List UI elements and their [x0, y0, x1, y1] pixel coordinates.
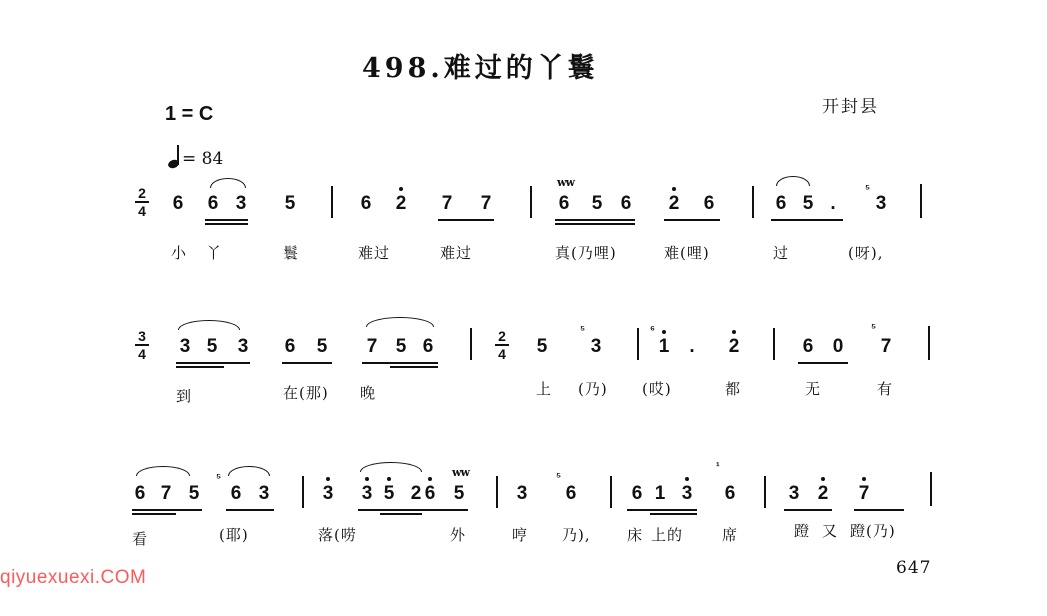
lyric: 无: [805, 380, 822, 398]
underline: [627, 509, 697, 511]
lyric: 都: [725, 380, 742, 398]
note: 6: [802, 336, 814, 357]
lyric: 小: [171, 244, 188, 262]
note: 2: [410, 483, 422, 504]
lyric: 哼: [512, 526, 529, 544]
high-dot: [387, 477, 391, 481]
time-signature: 3 4: [135, 329, 149, 361]
barline: [331, 186, 333, 218]
underline: [422, 509, 468, 511]
dot-extension: .: [830, 193, 836, 214]
note: 2: [395, 193, 407, 214]
note: 7: [480, 193, 492, 214]
lyric: 难过: [440, 244, 473, 262]
note: 3: [361, 483, 373, 504]
grace-note: ⁵: [865, 183, 871, 195]
slur: [360, 462, 422, 472]
lyric: 席: [722, 526, 739, 544]
grace-note: ⁵: [580, 324, 586, 336]
lyric: 落(唠: [318, 526, 357, 544]
high-dot: [685, 477, 689, 481]
underline: [176, 366, 224, 368]
note: 5: [316, 336, 328, 357]
slur: [228, 466, 270, 476]
high-dot: [326, 477, 330, 481]
barline: [470, 328, 472, 360]
note: 6: [724, 483, 736, 504]
lyric: 外: [450, 526, 467, 544]
high-dot: [732, 330, 736, 334]
lyric: 又: [822, 522, 839, 540]
quarter-note-icon: [168, 146, 182, 168]
barline: [610, 476, 612, 508]
page-number: 647: [896, 558, 932, 578]
slur: [178, 320, 240, 330]
underline: [664, 219, 720, 221]
tempo-marking: [168, 146, 223, 169]
note: 6: [775, 193, 787, 214]
lyric: 到: [176, 387, 193, 405]
note: 5: [284, 193, 296, 214]
note: 6: [422, 336, 434, 357]
note: 2: [817, 483, 829, 504]
lyric: 上: [536, 380, 553, 398]
trill-mark: ww: [557, 176, 574, 189]
lyric: 乃),: [562, 526, 591, 544]
underline: [132, 513, 176, 515]
note: 5: [536, 336, 548, 357]
key-signature: 1 = C: [165, 103, 214, 125]
grace-note: ⁵: [871, 322, 877, 334]
note: 7: [441, 193, 453, 214]
lyric: 上的: [651, 526, 684, 544]
trill-mark: ww: [452, 466, 469, 479]
underline: [205, 219, 248, 221]
note: 2: [668, 193, 680, 214]
high-dot: [672, 187, 676, 191]
underline: [784, 509, 832, 511]
slur: [136, 466, 190, 476]
dot-extension: .: [689, 336, 695, 357]
note: 1: [658, 336, 670, 357]
underline: [358, 509, 422, 511]
note: 5: [206, 336, 218, 357]
tempo-value: = 84: [182, 149, 224, 169]
lyric: (哎): [642, 380, 672, 398]
lyric: (呀),: [848, 244, 884, 262]
underline: [390, 366, 438, 368]
note: 6: [620, 193, 632, 214]
note: 5: [453, 483, 465, 504]
underline: [226, 509, 274, 511]
grace-note: ⁵: [556, 471, 562, 483]
note: 5: [383, 483, 395, 504]
barline: [496, 476, 498, 508]
note: 7: [858, 483, 870, 504]
time-signature: 2 4: [135, 186, 149, 218]
note: 6: [207, 193, 219, 214]
underline: [362, 362, 438, 364]
note: 5: [591, 193, 603, 214]
note: 7: [366, 336, 378, 357]
note: 3: [322, 483, 334, 504]
time-signature: 2 4: [495, 329, 509, 361]
lyric: 床: [627, 526, 644, 544]
underline: [380, 513, 422, 515]
grace-note: ¹: [716, 461, 720, 473]
lyric: 在(那): [283, 384, 329, 402]
slur: [210, 178, 246, 188]
note: 3: [258, 483, 270, 504]
note: 6: [284, 336, 296, 357]
barline: [530, 186, 532, 218]
grace-note: ⁵: [216, 472, 222, 484]
note: 3: [875, 193, 887, 214]
note: 3: [681, 483, 693, 504]
high-dot: [365, 477, 369, 481]
barline: [637, 328, 639, 360]
lyric: (耶): [219, 526, 249, 544]
note: 5: [188, 483, 200, 504]
lyric: 有: [877, 380, 894, 398]
underline: [205, 223, 248, 225]
underline: [771, 219, 843, 221]
lyric: 晚: [360, 384, 377, 402]
lyric: 难(哩): [664, 244, 710, 262]
lyric: 丫: [206, 244, 223, 262]
note: 7: [880, 336, 892, 357]
note: 2: [728, 336, 740, 357]
note: 0: [832, 336, 844, 357]
high-dot: [821, 477, 825, 481]
note: 6: [424, 483, 436, 504]
grace-note: ⁶: [650, 324, 656, 336]
barline: [752, 186, 754, 218]
lyric: 真(乃哩): [555, 244, 617, 262]
underline: [282, 362, 332, 364]
note: 6: [703, 193, 715, 214]
lyric: 难过: [358, 244, 391, 262]
high-dot: [399, 187, 403, 191]
note: 3: [788, 483, 800, 504]
watermark: qiyuexuexi.COM: [0, 567, 147, 588]
high-dot: [662, 330, 666, 334]
lyric: 过: [773, 244, 790, 262]
note: 6: [134, 483, 146, 504]
barline: [764, 476, 766, 508]
barline: [928, 326, 930, 360]
lyric: 蹬: [794, 522, 811, 540]
note: 5: [802, 193, 814, 214]
slur: [776, 176, 810, 186]
note: 3: [516, 483, 528, 504]
note: 3: [179, 336, 191, 357]
lyric: 蹬(乃): [850, 522, 896, 540]
note: 1: [654, 483, 666, 504]
region-label: 开封县: [822, 97, 879, 117]
note: 3: [237, 336, 249, 357]
high-dot: [428, 477, 432, 481]
barline: [920, 184, 922, 218]
barline: [930, 472, 932, 506]
barline: [302, 476, 304, 508]
underline: [555, 223, 635, 225]
note: 6: [172, 193, 184, 214]
note: 6: [565, 483, 577, 504]
underline: [555, 219, 635, 221]
note: 3: [235, 193, 247, 214]
note: 6: [230, 483, 242, 504]
underline: [438, 219, 494, 221]
underline: [798, 362, 848, 364]
underline: [132, 509, 202, 511]
underline: [650, 513, 697, 515]
high-dot: [862, 477, 866, 481]
note: 5: [395, 336, 407, 357]
slur: [366, 317, 434, 327]
underline: [176, 362, 250, 364]
lyric: 看: [132, 530, 149, 548]
song-title: 498.难过的丫鬟: [362, 53, 599, 84]
lyric: (乃): [578, 380, 608, 398]
note: 3: [590, 336, 602, 357]
note: 6: [631, 483, 643, 504]
note: 7: [160, 483, 172, 504]
note: 6: [360, 193, 372, 214]
lyric: 鬟: [283, 244, 300, 262]
underline: [854, 509, 904, 511]
barline: [773, 328, 775, 360]
note: 6: [558, 193, 570, 214]
